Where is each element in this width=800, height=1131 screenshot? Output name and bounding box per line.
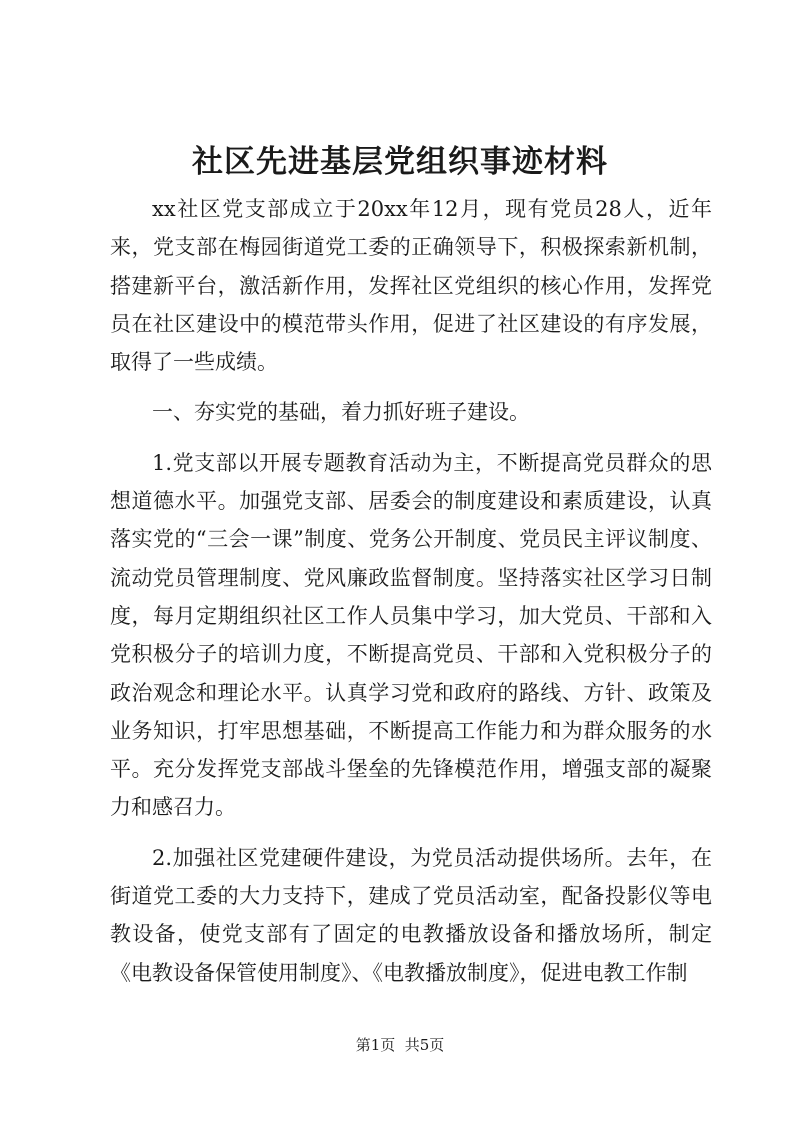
page-footer: [0, 1035, 800, 1055]
intro-paragraph: xx社区党支部成立于20xx年12月，现有党员28人，近年来，党支部在梅园街道党工委的正确领导下，积极探索新机制，搭建新平台，激活新作用，发挥社区党组织的核心作用，发挥党员在社区建设中的模范带头作用，促进了社区建设的有序发展，取得了一些成绩。: [110, 197, 712, 375]
page-number-label: 第1页 共5页: [355, 1036, 445, 1054]
item-paragraph-1: 1.党支部以开展专题教育活动为主，不断提高党员群众的思想道德水平。加强党支部、居委会的制度建设和素质建设，认真落实党的“三会一课”制度、党务公开制度、党员民主评议制度、流动党员管理制度、党风廉政监督制度。坚持落实社区学习日制度，每月定期组织社区工作人员集中学习，加大党员、干部和入党积极分子的培训力度，不断提高党员、干部和入党积极分子的政治观念和理论水平。认真学习党和政府的路线、方针、政策及业务知识，打牢思想基础，不断提高工作能力和为群众服务的水平。充分发挥党支部战斗堡垒的先锋模范作用，增强支部的凝聚力和感召力。: [110, 450, 712, 820]
paragraph-spacer: [110, 432, 712, 444]
document-body: [110, 190, 712, 992]
paragraph-spacer: [110, 827, 712, 839]
paragraph-spacer: [110, 381, 712, 393]
item-paragraph-2: 2.加强社区党建硬件建设，为党员活动提供场所。去年，在街道党工委的大力支持下，建成了党员活动室，配备投影仪等电教设备，使党支部有了固定的电教播放设备和播放场所，制定《电教设备保管使用制度》、《电教播放制度》，促进电教工作制: [110, 845, 712, 985]
document-title: 社区先进基层党组织事迹材料: [192, 144, 608, 180]
section-heading-1: 一、夯实党的基础，着力抓好班子建设。: [152, 400, 530, 425]
